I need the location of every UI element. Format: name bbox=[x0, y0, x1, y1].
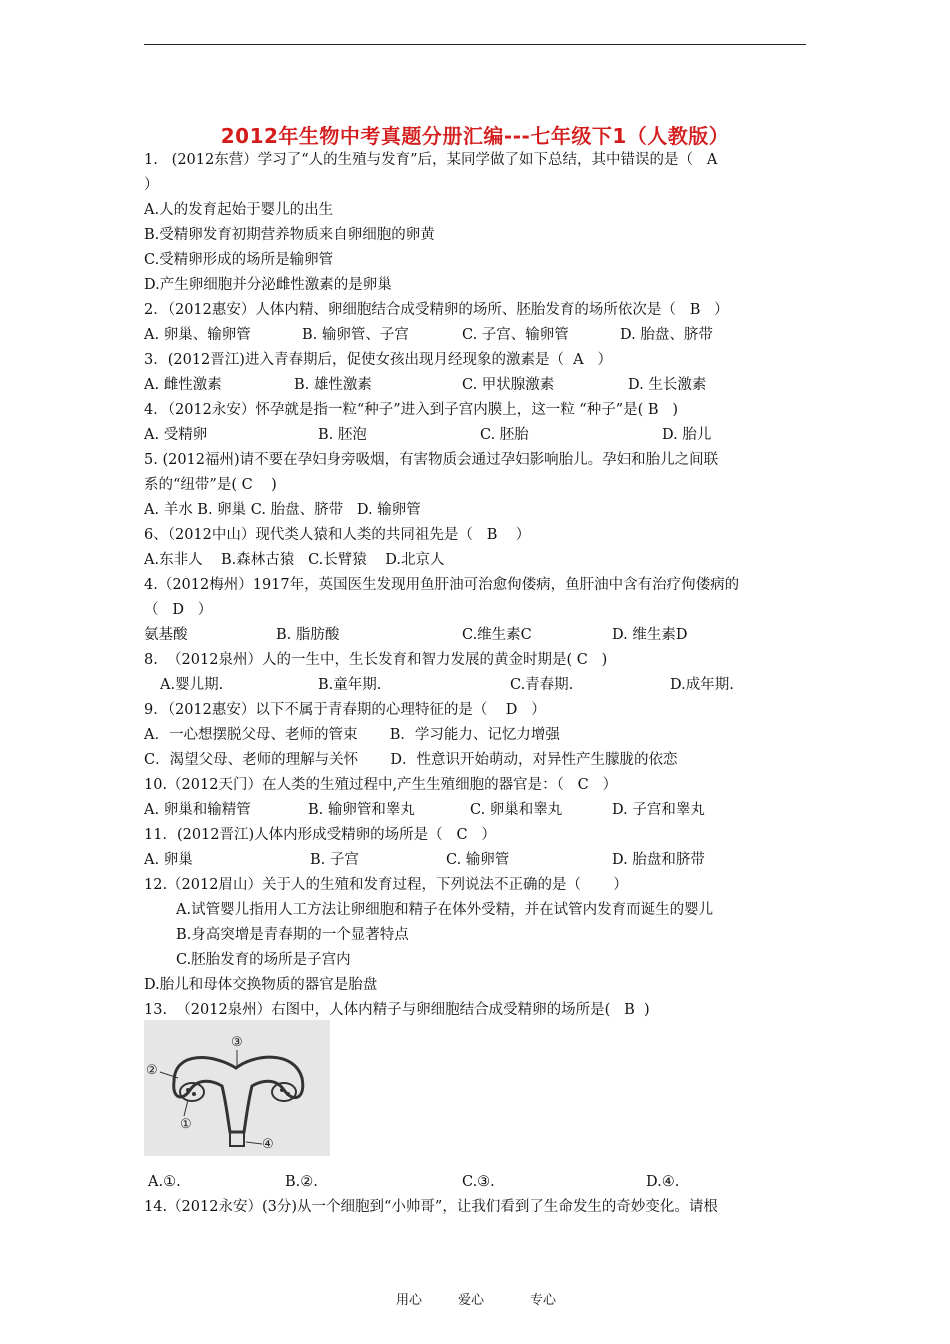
answer-option: A. 雌性激素 bbox=[144, 377, 222, 393]
answer-option: C. 卵巢和睾丸 bbox=[470, 802, 563, 818]
text-line: 12.（2012眉山）关于人的生殖和发育过程，下列说法不正确的是（ ） bbox=[144, 877, 628, 893]
answer-option: B.童年期. bbox=[318, 677, 382, 693]
answer-option: C. 输卵管 bbox=[446, 852, 510, 868]
answer-option: D. 胎盘和脐带 bbox=[612, 852, 705, 868]
answer-option: B. 子宫 bbox=[310, 852, 359, 868]
figure-label-1: ① bbox=[180, 1117, 192, 1132]
text-line: 10.（2012天门）在人类的生殖过程中,产生生殖细胞的器官是：（ C ） bbox=[144, 777, 618, 793]
answer-option: A. 卵巢和输精管 bbox=[144, 802, 251, 818]
text-line: 9．（2012惠安）以下不属于青春期的心理特征的是（ D ） bbox=[144, 702, 546, 718]
text-line: D.产生卵细胞并分泌雌性激素的是卵巢 bbox=[144, 277, 392, 293]
answer-option: D.成年期. bbox=[670, 677, 734, 693]
answer-option: D. 维生素D bbox=[612, 627, 688, 643]
answer-option: D. 胎儿 bbox=[662, 427, 712, 443]
answer-option: C. 胚胎 bbox=[480, 427, 529, 443]
answer-option: B. 输卵管和睾丸 bbox=[308, 802, 415, 818]
answer-option: B. 胚泡 bbox=[318, 427, 367, 443]
answer-option: D. 子宫和睾丸 bbox=[612, 802, 705, 818]
text-line: 6、（2012中山）现代类人猿和人类的共同祖先是（ B ） bbox=[144, 527, 531, 543]
text-line: A．一心想摆脱父母、老师的管束 B．学习能力、记忆力增强 bbox=[144, 727, 560, 743]
answer-option: A.婴儿期. bbox=[160, 677, 224, 693]
text-line: 8. （2012泉州）人的一生中，生长发育和智力发展的黄金时期是( C ) bbox=[144, 652, 608, 668]
figure-label-2: ② bbox=[146, 1063, 158, 1078]
answer-option: C.维生素C bbox=[462, 627, 532, 643]
text-line: 4．（2012永安）怀孕就是指一粒“种子”进入到子宫内膜上，这一粒 “种子”是( B ) bbox=[144, 402, 679, 418]
answer-option: C.青春期. bbox=[510, 677, 574, 693]
answer-option: D. 生长激素 bbox=[628, 377, 707, 393]
answer-option: B. 雄性激素 bbox=[294, 377, 372, 393]
text-line: 14.（2012永安）(3分)从一个细胞到“小帅哥”，让我们看到了生命发生的奇妙变化。请根 bbox=[144, 1199, 718, 1215]
text-line: （ D ） bbox=[144, 602, 213, 618]
answer-option: 氨基酸 bbox=[144, 627, 188, 643]
text-line: A. 羊水 B. 卵巢 C. 胎盘、脐带 D. 输卵管 bbox=[144, 502, 421, 518]
answer-option: C. 子宫、输卵管 bbox=[462, 327, 569, 343]
page-title: 2012年生物中考真题分册汇编---七年级下1（人教版） bbox=[220, 124, 730, 148]
answer-option: A.①. bbox=[148, 1174, 181, 1190]
answer-option: D. 胎盘、脐带 bbox=[620, 327, 713, 343]
answer-option: A. 卵巢 bbox=[144, 852, 193, 868]
uterus-diagram bbox=[144, 1020, 330, 1156]
text-line: 11．(2012晋江)人体内形成受精卵的场所是（ C ） bbox=[144, 827, 496, 843]
header-rule bbox=[144, 44, 806, 45]
text-line: C.胚胎发育的场所是子宫内 bbox=[176, 952, 351, 968]
text-line: 3．(2012晋江)进入青春期后，促使女孩出现月经现象的激素是（ A ） bbox=[144, 352, 612, 368]
footer-text-2: 爱心 bbox=[458, 1293, 485, 1308]
answer-option: B. 输卵管、子宫 bbox=[302, 327, 409, 343]
footer-text-1: 用心 bbox=[396, 1293, 423, 1308]
answer-option: A. 卵巢、输卵管 bbox=[144, 327, 251, 343]
text-line: 2．（2012惠安）人体内精、卵细胞结合成受精卵的场所、胚胎发育的场所依次是（ B ） bbox=[144, 302, 729, 318]
text-line: 13. （2012泉州）右图中，人体内精子与卵细胞结合成受精卵的场所是( B ) bbox=[144, 1002, 650, 1018]
text-line: D.胎儿和母体交换物质的器官是胎盘 bbox=[144, 977, 378, 993]
answer-option: D.④. bbox=[646, 1174, 680, 1190]
text-line: 1. (2012东营）学习了“人的生殖与发育”后，某同学做了如下总结，其中错误的是（ A bbox=[144, 152, 718, 168]
text-line: 5. (2012福州)请不要在孕妇身旁吸烟，有害物质会通过孕妇影响胎儿。孕妇和胎儿之间联 bbox=[144, 452, 719, 468]
answer-option: C. 甲状腺激素 bbox=[462, 377, 555, 393]
answer-option: B. 脂肪酸 bbox=[276, 627, 340, 643]
figure-label-4: ④ bbox=[262, 1137, 274, 1152]
text-line: 系的“纽带”是( C ) bbox=[144, 477, 277, 493]
text-line: A.人的发育起始于婴儿的出生 bbox=[144, 202, 334, 218]
text-line: B.身高突增是青春期的一个显著特点 bbox=[176, 927, 409, 943]
answer-option: A. 受精卵 bbox=[144, 427, 208, 443]
text-line: 4.（2012梅州）1917年，英国医生发现用鱼肝油可治愈佝偻病，鱼肝油中含有治疗佝偻病的 bbox=[144, 577, 740, 593]
answer-option: B.②. bbox=[285, 1174, 318, 1190]
figure-label-3: ③ bbox=[231, 1035, 243, 1050]
text-line: C.受精卵形成的场所是输卵管 bbox=[144, 252, 334, 268]
text-line: B.受精卵发育初期营养物质来自卵细胞的卵黄 bbox=[144, 227, 435, 243]
uterus-diagram-svg bbox=[144, 1020, 330, 1156]
text-line: ） bbox=[144, 177, 159, 193]
text-line: C．渴望父母、老师的理解与关怀 D．性意识开始萌动，对异性产生朦胧的依恋 bbox=[144, 752, 678, 768]
text-line: A.试管婴儿指用人工方法让卵细胞和精子在体外受精，并在试管内发育而诞生的婴儿 bbox=[176, 902, 714, 918]
answer-option: C.③. bbox=[462, 1174, 495, 1190]
footer-text-3: 专心 bbox=[530, 1293, 557, 1308]
text-line: A.东非人 B.森林古猿 C.长臂猿 D.北京人 bbox=[144, 552, 445, 568]
